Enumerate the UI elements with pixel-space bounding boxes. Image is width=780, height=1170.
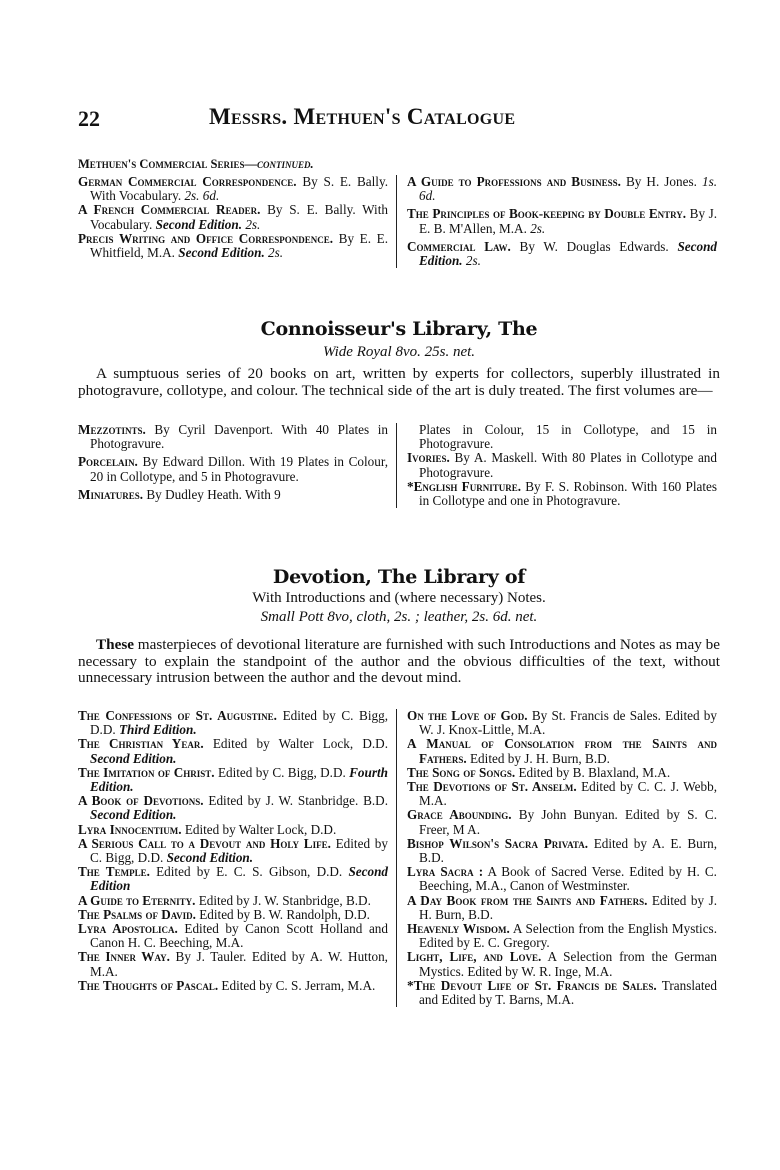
- entry-title: On the Love of God.: [407, 708, 528, 723]
- connoisseur-description: A sumptuous series of 20 books on art, written by experts for collectors, superbly illustrated in photogravure, collotype, and colour. The technical side of the art is duly treated. The first volumes are—: [78, 365, 720, 399]
- commercial-series-columns: [78, 175, 720, 268]
- entry-price: 2s. 6d.: [184, 188, 220, 204]
- entry-title: The Inner Way.: [78, 949, 170, 965]
- entry-title: A Book of Devotions.: [78, 793, 204, 809]
- entry-details: A Book of Sacred Verse. Edited by H. C. Beeching, M.A., Canon of Westminster.: [419, 864, 717, 894]
- entry-title: Light, Life, and Love.: [407, 949, 542, 965]
- entry-title: Miniatures.: [78, 486, 144, 502]
- connoisseur-section-title: Connoisseur's Library, The: [260, 318, 538, 340]
- entry-title: Precis Writing and Office Correspondence.: [78, 230, 334, 246]
- entry-edition: Fourth Edition.: [90, 764, 388, 795]
- entry-details: Edited by Canon Scott Holland and Canon H. C. Beeching, M.A.: [90, 921, 388, 951]
- entry-price: 2s.: [530, 220, 546, 236]
- connoisseur-right-column: [396, 423, 717, 508]
- catalogue-entry: [407, 175, 717, 203]
- catalogue-entry: [407, 979, 717, 1007]
- entry-edition: Second Edition.: [178, 245, 265, 261]
- entry-title: *English Furniture.: [407, 478, 521, 494]
- catalogue-title: Messrs. Methuen's Catalogue: [209, 104, 516, 129]
- commercial-right-column: [396, 175, 717, 268]
- connoisseur-columns: [78, 423, 720, 508]
- entry-title: The Principles of Book-keeping by Double Entry.: [407, 206, 687, 222]
- running-head: [78, 104, 720, 134]
- entry-details: Plates in Colour, 15 in Collotype, and 15 in Photogravure.: [419, 422, 717, 452]
- entry-title: Heavenly Wisdom.: [407, 921, 510, 937]
- commercial-left-column: [78, 175, 396, 268]
- catalogue-entry: [78, 455, 388, 483]
- page-number: 22: [78, 106, 100, 131]
- entry-details: Edited by C. S. Jerram, M.A.: [218, 977, 376, 993]
- devotion-section-title: Devotion, The Library of: [272, 566, 526, 588]
- connoisseur-left-column: [78, 423, 396, 508]
- entry-title: German Commercial Correspondence.: [78, 174, 297, 189]
- entry-title: Grace Abounding.: [407, 807, 512, 823]
- entry-details: Translated and Edited by T. Barns, M.A.: [419, 977, 717, 1008]
- catalogue-entry: [407, 766, 717, 780]
- entry-price: 2s.: [462, 253, 481, 269]
- entry-details: Edited by C. Bigg, D.D.: [214, 764, 350, 780]
- catalogue-entry: [407, 950, 717, 978]
- devotion-right-column: [396, 709, 717, 1007]
- entry-edition: Second Edition.: [166, 850, 254, 866]
- entry-title: Ivories.: [407, 450, 450, 466]
- entry-title: The Song of Songs.: [407, 764, 516, 780]
- entry-title: The Thoughts of Pascal.: [78, 977, 219, 993]
- entry-title: The Imitation of Christ.: [78, 764, 215, 780]
- entry-title: The Christian Year.: [78, 736, 204, 752]
- entry-details: By Edward Dillon. With 19 Plates in Colour, 20 in Collotype, and 5 in Photogravure.: [90, 454, 388, 484]
- catalogue-entry: [407, 837, 717, 865]
- entry-details: Edited by C. Bigg, D.D.: [90, 835, 388, 866]
- devotion-subtitle: With Introductions and (where necessary) Notes.: [252, 590, 546, 606]
- entry-title: The Psalms of David.: [78, 906, 196, 922]
- entry-details: By J. Tauler. Edited by A. W. Hutton, M.A.: [90, 949, 388, 979]
- entry-details: By E. E. Whitfield, M.A.: [90, 230, 388, 261]
- entry-title: A Manual of Consolation from the Saints and Fathers.: [407, 736, 717, 766]
- entry-title: A Guide to Professions and Business.: [407, 174, 621, 189]
- entry-details: By St. Francis de Sales. Edited by W. J. Knox-Little, M.A.: [419, 708, 717, 738]
- entry-title: Bishop Wilson's Sacra Privata.: [407, 835, 589, 851]
- entry-details: By Cyril Davenport. With 40 Plates in Photogravure.: [90, 422, 388, 452]
- entry-title: Porcelain.: [78, 454, 138, 470]
- catalogue-entry: [78, 737, 388, 765]
- connoisseur-format: Wide Royal 8vo. 25s. net.: [322, 344, 476, 360]
- entry-details: A Selection from the German Mystics. Edited by W. R. Inge, M.A.: [419, 949, 717, 979]
- entry-details: By W. Douglas Edwards.: [510, 238, 678, 254]
- entry-details: By S. E. Bally. With Vocabulary.: [90, 174, 388, 204]
- catalogue-entry: [407, 865, 717, 893]
- entry-details: By Dudley Heath. With 9: [143, 486, 281, 502]
- entry-details: Edited by J. H. Burn, B.D.: [466, 750, 610, 766]
- devotion-description-lead: These: [96, 636, 134, 653]
- catalogue-entry: [78, 922, 388, 950]
- entry-title: Commercial Law.: [407, 238, 511, 254]
- devotion-description: [78, 637, 720, 687]
- catalogue-entry: [78, 175, 388, 203]
- catalogue-entry: [407, 737, 717, 765]
- catalogue-entry: [407, 451, 717, 479]
- entry-edition: Second Edition.: [155, 216, 243, 232]
- entry-title: A Guide to Eternity.: [78, 892, 196, 908]
- series-name: Methuen's Commercial Series: [78, 157, 245, 171]
- catalogue-entry: [78, 837, 388, 865]
- entry-title: A Serious Call to a Devout and Holy Life.: [78, 835, 331, 851]
- entry-details: Edited by Walter Lock, D.D.: [181, 821, 337, 837]
- entry-title: Lyra Innocentium.: [78, 821, 182, 837]
- entry-title: *The Devout Life of St. Francis de Sales.: [407, 977, 657, 993]
- catalogue-entry: [407, 894, 717, 922]
- entry-edition: Second Edition: [90, 864, 388, 894]
- entry-details: Edited by C. C. J. Webb, M.A.: [419, 779, 718, 809]
- catalogue-entry: [78, 232, 388, 260]
- catalogue-entry: [78, 794, 388, 822]
- catalogue-entry: [407, 240, 717, 268]
- catalogue-entry: [78, 865, 388, 893]
- entry-details: Edited by J. W. Stanbridge. B.D.: [203, 793, 388, 809]
- entry-title: The Temple.: [78, 864, 150, 880]
- catalogue-entry: [78, 894, 388, 908]
- entry-title: Mezzotints.: [78, 422, 146, 437]
- entry-details: Edited by Walter Lock, D.D.: [203, 736, 388, 752]
- entry-edition: Second Edition.: [90, 750, 177, 766]
- catalogue-entry: [407, 808, 717, 836]
- entry-details: By A. Maskell. With 80 Plates in Collotype and Photogravure.: [419, 450, 717, 480]
- catalogue-entry: [78, 766, 388, 794]
- entry-details: By John Bunyan. Edited by S. C. Freer, M A.: [419, 807, 718, 837]
- catalogue-entry: [407, 207, 717, 235]
- devotion-columns: [78, 709, 720, 1007]
- devotion-format: Small Pott 8vo, cloth, 2s. ; leather, 2s. 6d. net.: [260, 609, 538, 625]
- catalogue-entry: [78, 823, 388, 837]
- entry-details: Edited by B. Blaxland, M.A.: [515, 764, 671, 780]
- entry-edition: Third Edition.: [118, 722, 197, 738]
- catalogue-entry: [78, 950, 388, 978]
- catalogue-entry-continued: [407, 423, 717, 451]
- entry-details: Edited by J. H. Burn, B.D.: [419, 892, 717, 922]
- catalogue-entry: [78, 203, 388, 231]
- catalogue-entry: [78, 423, 388, 451]
- catalogue-entry: [78, 979, 388, 993]
- catalogue-entry: [407, 922, 717, 950]
- entry-title: The Devotions of St. Anselm.: [407, 779, 577, 795]
- entry-details: By J. E. B. M'Allen, M.A.: [419, 206, 718, 236]
- catalogue-entry: [78, 709, 388, 737]
- entry-title: The Confessions of St. Augustine.: [78, 708, 277, 723]
- entry-details: By H. Jones.: [620, 174, 702, 189]
- entry-details: A Selection from the English Mystics. Edited by E. C. Gregory.: [419, 921, 717, 951]
- entry-details: By F. S. Robinson. With 160 Plates in Collotype and one in Photogravure.: [419, 478, 717, 509]
- entry-edition: Second Edition.: [419, 238, 717, 269]
- entry-title: Lyra Apostolica.: [78, 921, 178, 937]
- entry-details: Edited by A. E. Burn, B.D.: [419, 835, 718, 866]
- devotion-description-body: masterpieces of devotional literature are furnished with such Introductions and Notes as may be necessary to explain the standpoint of the author and the obvious difficulties of the text, without unnecessary intrusion between the author and the devout mind.: [78, 636, 720, 686]
- entry-price: 2s.: [242, 216, 261, 232]
- devotion-left-column: [78, 709, 396, 1007]
- entry-details: By S. E. Bally. With Vocabulary.: [90, 202, 388, 232]
- entry-price: 2s.: [264, 245, 284, 261]
- entry-details: Edited by E. C. S. Gibson, D.D.: [149, 864, 349, 880]
- catalogue-entry: [407, 780, 717, 808]
- entry-details: Edited by C. Bigg, D.D.: [90, 708, 388, 738]
- series-label: [78, 157, 314, 172]
- entry-price: 1s. 6d.: [419, 174, 717, 204]
- catalogue-entry: [78, 488, 388, 502]
- entry-details: Edited by J. W. Stanbridge, B.D.: [195, 892, 371, 908]
- entry-edition: Second Edition.: [90, 807, 177, 823]
- catalogue-entry: [407, 709, 717, 737]
- catalogue-entry: [78, 908, 388, 922]
- entry-title: A Day Book from the Saints and Fathers.: [407, 892, 648, 908]
- catalogue-entry: [407, 480, 717, 508]
- entry-title: Lyra Sacra :: [407, 864, 484, 880]
- entry-details: Edited by B. W. Randolph, D.D.: [195, 906, 370, 922]
- entry-title: A French Commercial Reader.: [78, 202, 261, 218]
- continued-label: —continued.: [244, 157, 314, 171]
